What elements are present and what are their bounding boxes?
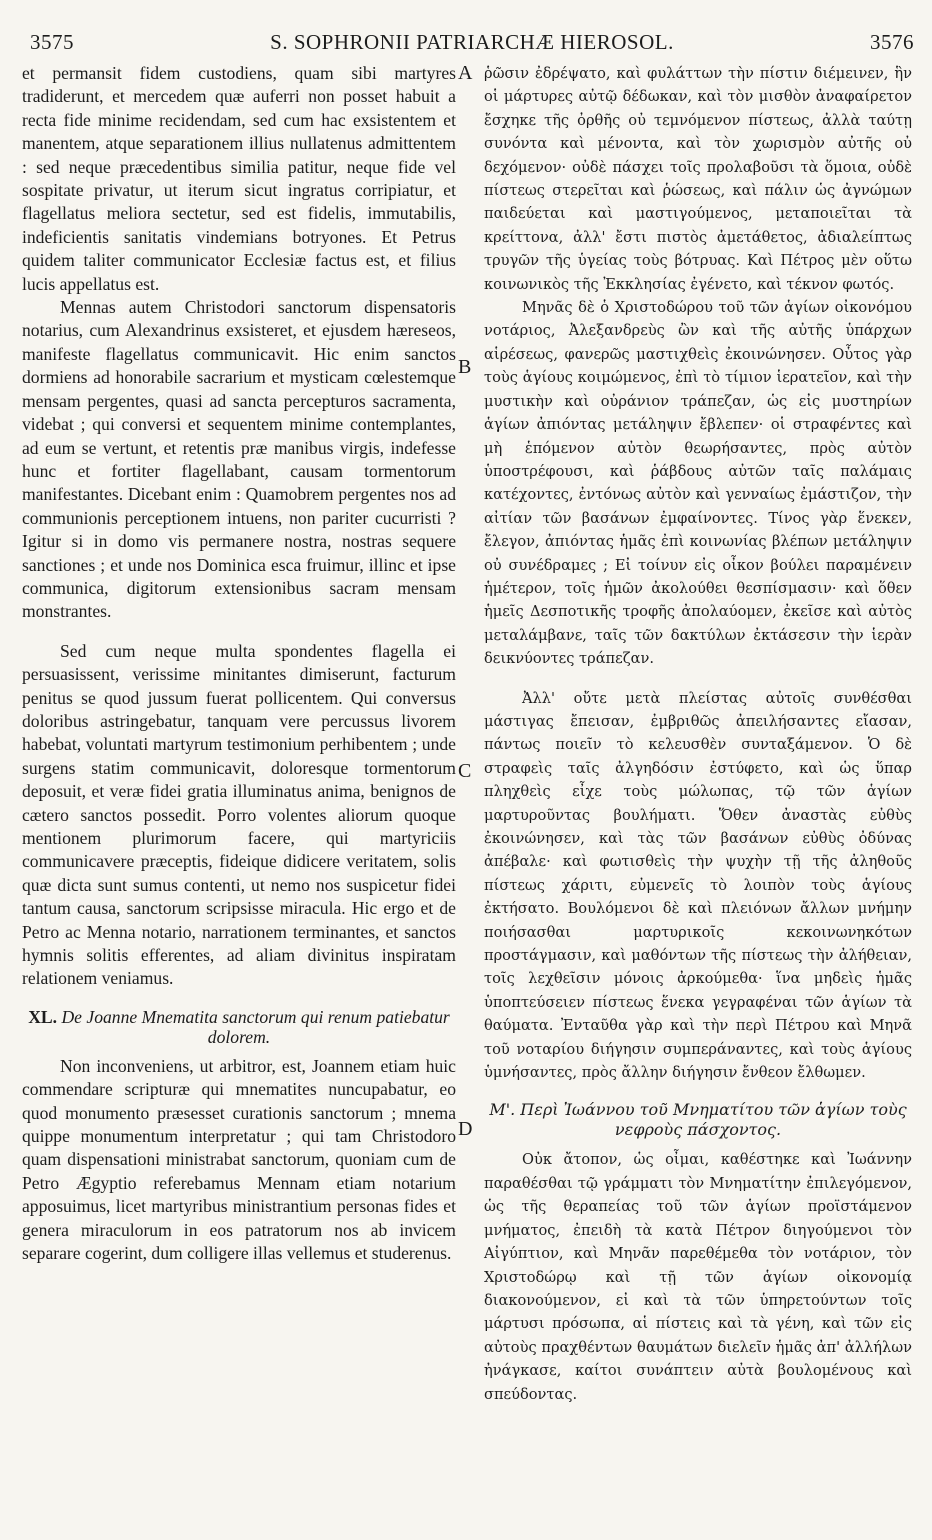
margin-marker-a: A (458, 62, 473, 84)
latin-paragraph-3: Sed cum neque multa spondentes flagella ei persuasissent, verissime minitantes dimiserunt, facturum penitus se quod jussum fuerat pollicentem. Qui conversus doloribus astringebatur, tanquam vere percussus livorem habebat, voluntati martyrum testimonium perhibentem ; unde surgens statim communicavit, doloresque tormentorum deposuit, et veræ fidei gratia illuminatus anima, benignos de cætero sanctos possedit. Porro volentes aliorum quoque mentionem plurimorum facere, qui martyriciis communicavere præceptis, fideique didicere veritatem, solis quæ dicta sunt sumus contenti, ut nemo nos suspicetur fidei tantum causa, sanctorum scripsisse miracula. Hic ergo et de Petro ac Menna notario, narrationem terminantes, et sanctos hymnis solitis efferentes, ad aliam divinitus inspiratam relationem veniamus. (22, 640, 456, 989)
latin-section-heading (22, 1007, 456, 1047)
margin-marker-c: C (458, 760, 472, 782)
greek-section-heading (484, 1100, 912, 1140)
greek-paragraph-1: ῥῶσιν ἐδρέψατο, καὶ φυλάττων τὴν πίστιν διέμεινεν, ἣν οἱ μάρτυρες αὐτῷ δέδωκαν, καὶ τὸν μισθὸν ἀναφαίρετον ἔσχηκε τῆς ὀρθῆς οὐ τεμνόμενον πίστεως, ἀλλὰ ταύτῃ συνόντα καὶ μένοντα, καὶ τὸν χωρισμὸν αὐτῆς οὐ δεχόμενον· οὐδὲ πάσχει τοῖς προλαβοῦσι τὰ ὅμοια, οὐδὲ πίστεως στερεῖται καὶ ῥώσεως, καὶ πάλιν ὡς ἀγνώμων παιδεύεται καὶ μαστιγούμενος, μεταποιεῖται τὰ κρείττονα, ἀλλ' ἔστι πιστὸς ἀμετάθετος, ἀδιαλείπτως τρυγῶν τῆς ὑγείας τοὺς βότρυας. Καὶ Πέτρος μὲν οὕτω κοινωνικὸς τῆς Ἐκκλησίας ἐγένετο, καὶ τέκνον φωτός. (484, 65, 912, 293)
greek-section-title: Μ'. Περὶ Ἰωάννου τοῦ Μνηματίτου τῶν ἁγίων τοὺς νεφροὺς πάσχοντος. (489, 1100, 907, 1140)
page-header (30, 30, 914, 56)
latin-paragraph-4: Non inconveniens, ut arbitror, est, Joannem etiam huic commendare scripturæ qui mnematites nuncupabatur, eo quod monumento præsesset curationis sanctorum ; mnema quippe monumentum interpretatur ; qui tam Christodoro quam dispensationi ministrabat sanctorum, quoniam cum de Petro Ægyptio referebamus Mennam etiam notarium apposuimus, licet martyribus ministrantium personas fides et genera miraculorum in eos patratorum nos ab invicem separare cogerint, dum colligere illas vellemus et studerenus. (22, 1055, 456, 1264)
page-number-right: 3576 (870, 30, 914, 54)
latin-section-title: De Joanne Mnematita sanctorum qui renum patiebatur dolorem. (61, 1006, 450, 1047)
greek-column (484, 62, 912, 1406)
page-number-left: 3575 (30, 30, 74, 54)
greek-paragraph-3: Ἀλλ' οὔτε μετὰ πλείστας αὐτοῖς συνθέσθαι μάστιγας ἔπεισαν, ἐμβριθῶς ἀπειλήσαντες εἴασαν, πάντως ποιεῖν τὸ κελευσθὲν συνταξάμενον. Ὁ δὲ στραφεὶς ταῖς ἀλγηδόσιν ἐστύφετο, καὶ ὡς ὕπαρ πληχθεὶς εἶχε τοὺς μώλωπας, τῷ τῶν ἁγίων μαρτυροῦντας βουλήματι. Ὅθεν ἀναστὰς εὐθὺς ἐκοινώνησεν, καὶ τὰς τῶν βασάνων εὐθὺς ὀδύνας ἀπέβαλε· καὶ φωτισθεὶς τὴν ψυχὴν τῇ τῆς ἀληθοῦς πίστεως χάριτι, εὐμενεῖς τὸ λοιπὸν τοὺς ἁγίους ἐκτήσατο. Βουλόμενοι δὲ καὶ πλειόνων ἄλλων μνήμην ποιήσασθαι μαρτυρικοῖς κεκοινωνηκότων προστάγμασιν, καὶ μαθόντων τῆς πίστεως τὴν ἀλήθειαν, τοῖς λεχθεῖσιν μόνοις ἀρκούμεθα· ἵνα μηδεὶς ἡμᾶς ὑποπτεύσειεν πίστεως ἕνεκα γεγραφέναι τῶν ἁγίων τὰ θαύματα. Ἐνταῦθα γὰρ καὶ τὴν περὶ Πέτρου καὶ Μηνᾶ τοῦ νοταρίου διήγησιν συμπεράναντες, καὶ τοὺς ἁγίους ὑμνήσαντες, πρὸς ἄλλην διήγησιν ἔνθεον ἔλθωμεν. (484, 689, 912, 1082)
running-title: S. SOPHRONII PATRIARCHÆ HIEROSOL. (270, 30, 674, 54)
margin-marker-b: B (458, 356, 472, 378)
latin-column (22, 62, 456, 1266)
greek-paragraph-2: Μηνᾶς δὲ ὁ Χριστοδώρου τοῦ τῶν ἁγίων οἰκονόμου νοτάριος, Ἀλεξανδρεὺς ὢν καὶ τῆς αὐτῆς ὑπάρχων αἱρέσεως, φανερῶς μαστιχθεὶς ἐκοινώνησεν. Οὗτος γὰρ τοὺς ἁγίους κοιμώμενος, ἐπὶ τὸ τίμιον ἱερατεῖον, καὶ τὴν μυστικὴν καὶ οὐράνιον τράπεζαν, ὡς εἰς μυστηρίων ἁγίων ἀπιόντας μετάληψιν ἔβλεπεν· οἱ στραφέντες καὶ μὴ ἑπόμενον αὐτὸν θεωρήσαντες, πρὸς αὐτὸν ὑποστρέφουσι, καὶ ῥάβδους αὐτῶν ταῖς παλάμαις κατέχοντες, ἐντόνως αὐτὸν καὶ γενναίως ἐμάστιζον, τὴν αἰτίαν τῶν βασάνων ἐμφαίνοντες. Τίνος γὰρ ἕνεκεν, ἔλεγον, ἀπιόντας ἡμᾶς ἐπὶ κοινωνίας βλέπων μετάληψιν οὐ συνέδραμες ; Εἰ τοίνυν εἰς οἶκον βούλει παραμένειν ἡμέτερον, τοῖς ἡμῶν ἀκολούθει θεσπίσμασιν· καὶ ὅθεν ἡμεῖς Δεσποτικῆς τροφῆς ἀπολαύομεν, ἐκεῖσε καὶ αὐτὸς μεταλάμβανε, ταῖς τῶν δακτύλων ἐκτάσεσιν τὴν ἱερὰν δεικνύοντες τράπεζαν. (484, 299, 912, 668)
greek-paragraph-4: Οὐκ ἄτοπον, ὡς οἶμαι, καθέστηκε καὶ Ἰωάννην παραθέσθαι τῷ γράμματι τὸν Μνηματίτην ἐπιλεγόμενον, ὡς τῆς θεραπείας τοῦ τῶν ἁγίων προϊστάμενον μνήματος, ἐπειδὴ τὰ κατὰ Πέτρον διηγούμενοι τὸν Αἰγύπτιον, καὶ Μηνᾶν παρεθέμεθα τὸν νοτάριον, τὸν Χριστοδώρῳ καὶ τῇ τῶν ἁγίων οἰκονομίᾳ διακονούμενον, εἰ καὶ τὰ τῶν ὑπηρετούντων τοῖς μάρτυσι πρόσωπα, αἱ πίστεις καὶ τὰ γένη, καὶ τῶν εἰς αὐτοὺς πραχθέντων θαυμάτων διελεῖν ἡμᾶς ἀπ' ἀλλήλων ἠνάγκασε, καίτοι συνάπτειν αὐτὰ βουλομένους καὶ σπεύδοντας. (484, 1151, 912, 1403)
latin-paragraph-2: Mennas autem Christodori sanctorum dispensatoris notarius, cum Alexandrinus exsisteret, et ejusdem hæreseos, manifeste flagellatus communicavit. Hic enim sanctos dormiens ad honorabile sacrarium et mysticam cœlestemque mensam pergentes, quasi ad sancta percepturos sacramenta, videbat ; qui conversi et sequentem minime contemplantes, ad eum se vertunt, et retentis præ manibus virgis, indefesse hunc et fortiter flagellabant, causam tormentorum manifestantes. Dicebant enim : Quamobrem pergentes nos ad communionis perceptionem intuens, non pariter cucurristi ? Igitur si in domo vis permanere nostra, nostras sequere sanctiones ; et unde nos Dominica esca fruimur, illinc et ipse communica, digitorum extensionibus sacram mensam monstrantes. (22, 297, 456, 622)
margin-marker-d: D (458, 1118, 473, 1140)
latin-section-number: XL. (28, 1006, 58, 1027)
latin-paragraph-1: et permansit fidem custodiens, quam sibi martyres tradiderunt, et mercedem quæ auferri non posset habuit a recta fide minime recidendam, sed cum hac exsistentem et manentem, atque separationem illius nullatenus admittentem : sed neque præcedentibus similia patitur, neque fide vel sospitate privatur, ut iterum sicut ingratus corripiatur, et flagellatus meliora sectetur, sed est fidelis, immutabilis, indeficientis sanitatis vindemians botryones. Et Petrus quidem taliter communicator Ecclesiæ factus est, et filius lucis appellatus est. (22, 63, 456, 294)
